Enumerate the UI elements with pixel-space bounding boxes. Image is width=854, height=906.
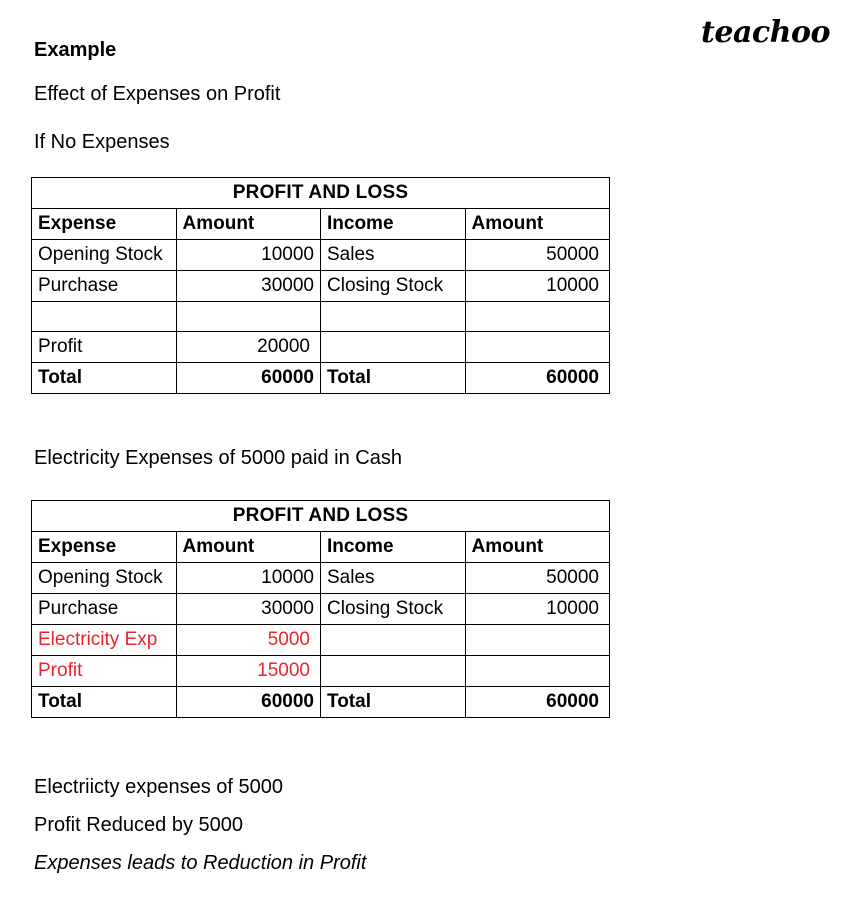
cell-expense: Profit [32,332,177,363]
cell-total-label: Total [32,363,177,394]
cell-expense-amount: 15000 [176,656,321,687]
header-expense: Expense [32,209,177,240]
teachoo-logo: teachoo [701,15,830,50]
cell-income-amount: 50000 [465,240,610,271]
table-header-row [32,532,610,563]
cell-expense-amount: 20000 [176,332,321,363]
header-income: Income [321,209,466,240]
table-row-profit [32,332,610,363]
cell-expense: Purchase [32,594,177,625]
conclusion-line-1: Electriicty expenses of 5000 [34,776,284,798]
cell-income [321,625,466,656]
table-total-row [32,687,610,718]
page-title: Example [34,39,117,61]
cell-expense: Purchase [32,271,177,302]
conclusion-line-2: Profit Reduced by 5000 [34,814,244,836]
cell-expense: Opening Stock [32,563,177,594]
table-title: PROFIT AND LOSS [32,501,610,532]
cell-income-amount [465,302,610,332]
table-row [32,240,610,271]
header-amount-left: Amount [176,209,321,240]
header-amount-right: Amount [465,532,610,563]
table-title: PROFIT AND LOSS [32,178,610,209]
cell-income-amount: 50000 [465,563,610,594]
cell-expense [32,302,177,332]
cell-expense-amount: 30000 [176,594,321,625]
cell-expense-amount: 5000 [176,625,321,656]
cell-expense-amount: 10000 [176,240,321,271]
table-row [32,563,610,594]
table-row [32,594,610,625]
cell-total-income-label: Total [321,687,466,718]
table-row [32,271,610,302]
cell-income [321,656,466,687]
cell-income [321,302,466,332]
cell-expense: Profit [32,656,177,687]
cell-total-income-amount: 60000 [465,363,610,394]
table-row-electricity [32,625,610,656]
table-total-row [32,363,610,394]
cell-expense-amount: 30000 [176,271,321,302]
cell-income-amount [465,332,610,363]
cell-total-label: Total [32,687,177,718]
cell-income-amount [465,625,610,656]
cell-total-amount: 60000 [176,687,321,718]
cell-expense: Electricity Exp [32,625,177,656]
cell-total-income-label: Total [321,363,466,394]
cell-income [321,332,466,363]
cell-income: Sales [321,563,466,594]
cell-expense-amount: 10000 [176,563,321,594]
cell-expense: Opening Stock [32,240,177,271]
header-income: Income [321,532,466,563]
subtitle: Effect of Expenses on Profit [34,83,281,105]
cell-expense-amount [176,302,321,332]
case-one-label: If No Expenses [34,131,170,153]
cell-income: Closing Stock [321,594,466,625]
table-title-row [32,501,610,532]
table-row-profit [32,656,610,687]
cell-total-amount: 60000 [176,363,321,394]
profit-and-loss-table-two [31,500,610,718]
table-title-row [32,178,610,209]
profit-and-loss-table-one [31,177,610,394]
header-amount-right: Amount [465,209,610,240]
header-expense: Expense [32,532,177,563]
header-amount-left: Amount [176,532,321,563]
table-header-row [32,209,610,240]
cell-total-income-amount: 60000 [465,687,610,718]
conclusion-line-3: Expenses leads to Reduction in Profit [34,852,367,874]
cell-income-amount: 10000 [465,594,610,625]
cell-income: Closing Stock [321,271,466,302]
case-two-label: Electricity Expenses of 5000 paid in Cash [34,447,402,469]
cell-income-amount [465,656,610,687]
cell-income-amount: 10000 [465,271,610,302]
cell-income: Sales [321,240,466,271]
table-row-blank [32,302,610,332]
